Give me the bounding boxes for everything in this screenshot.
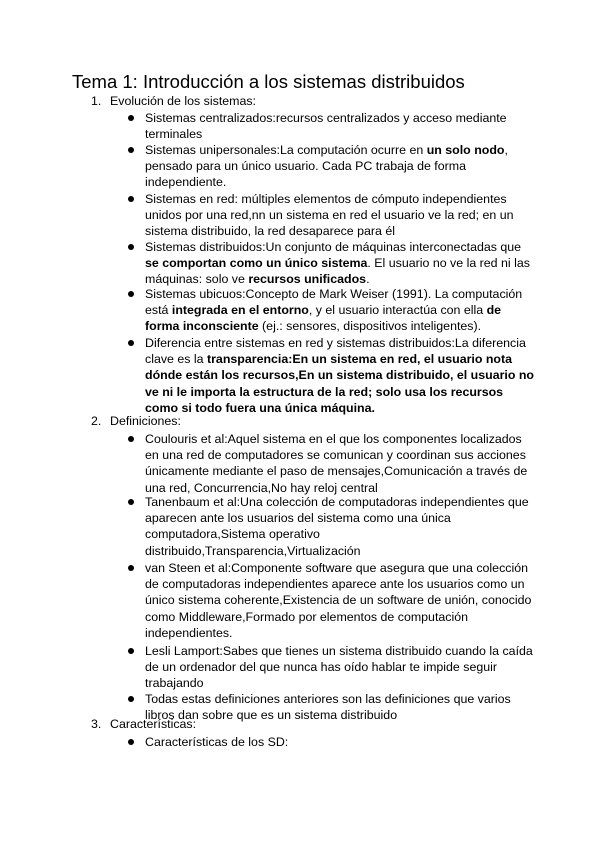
section-number: 1. bbox=[91, 94, 102, 108]
text-line bbox=[145, 592, 532, 608]
text-line bbox=[145, 609, 529, 625]
text-line bbox=[145, 691, 529, 707]
text-run: van Steen et al:Componente software que asegura que una colección bbox=[145, 561, 528, 575]
text-run: , y el usuario interactúa con ella bbox=[308, 303, 487, 318]
text-line bbox=[145, 494, 529, 510]
text-line bbox=[145, 463, 529, 479]
text-run: Todas estas definiciones anteriores son las definiciones que varios bbox=[145, 692, 511, 706]
text-run: Sistemas unipersonales:La computación ocurre en bbox=[145, 143, 427, 157]
text-run: en una red de computadores se comunican y coordinan sus acciones bbox=[145, 448, 526, 463]
text-run: distribuido,Transparencia,Virtualización bbox=[145, 543, 361, 558]
list-item bbox=[145, 494, 529, 559]
bullet-icon bbox=[128, 739, 134, 745]
text-run: únicamente mediante el paso de mensajes,Comunicación a través de bbox=[145, 464, 528, 479]
text-line bbox=[145, 384, 529, 400]
bold-text: se comportan como un único sistema bbox=[145, 256, 368, 271]
text-run: Sistemas ubicuos:Concepto de Mark Weiser (1991). La computación bbox=[145, 287, 523, 301]
bold-text: como si todo fuera una única máquina. bbox=[145, 400, 375, 415]
text-run: computadora,Sistema operativo bbox=[145, 527, 320, 542]
list-item bbox=[145, 110, 529, 142]
text-run: . El usuario no ve la red ni las bbox=[367, 256, 530, 271]
text-line bbox=[145, 126, 529, 142]
text-run: Sistemas centralizados:recursos centralizados y acceso mediante bbox=[145, 111, 507, 125]
bullet-icon bbox=[128, 244, 134, 250]
bullet-icon bbox=[128, 340, 134, 346]
list-item bbox=[145, 191, 529, 240]
bold-text: dónde están los recursos,En un sistema distribuido, el usuario no bbox=[145, 368, 535, 383]
text-line bbox=[145, 335, 529, 351]
bullet-icon bbox=[128, 499, 134, 505]
list-item bbox=[145, 335, 535, 416]
text-run: de un ordenador del que nunca has oído hablar te impide seguir bbox=[145, 660, 498, 675]
text-line bbox=[145, 625, 529, 641]
bold-text: de bbox=[486, 303, 502, 318]
text-line bbox=[145, 367, 535, 383]
text-line bbox=[145, 158, 529, 174]
bold-text: recursos unificados bbox=[248, 272, 367, 287]
text-run: Sistemas distribuidos:Un conjunto de máquinas interconectadas que bbox=[145, 240, 522, 254]
text-run: trabajando bbox=[145, 676, 204, 691]
text-run: aparecen ante los usuarios del sistema como una única bbox=[145, 511, 451, 526]
bullet-icon bbox=[128, 696, 134, 702]
text-run: independientes. bbox=[145, 625, 233, 640]
list-item bbox=[145, 286, 529, 335]
text-run: unidos por una red,nn un sistema en red el usuario ve la red; en un bbox=[145, 208, 514, 223]
list-item bbox=[145, 691, 529, 723]
text-line bbox=[145, 191, 529, 207]
bold-text: un solo nodo bbox=[426, 143, 505, 157]
text-line bbox=[145, 659, 529, 675]
text-line bbox=[145, 675, 529, 691]
text-line bbox=[145, 734, 529, 750]
list-item bbox=[145, 734, 529, 750]
text-line bbox=[145, 560, 529, 576]
text-run: una red, Concurrencia,No hay reloj central bbox=[145, 480, 378, 495]
bold-text: ve ni le importa la estructura de la red; solo usa los recursos bbox=[145, 384, 504, 399]
text-line bbox=[145, 255, 529, 271]
text-line bbox=[145, 286, 529, 302]
text-run: máquinas: solo ve bbox=[145, 272, 249, 287]
text-line bbox=[145, 643, 533, 659]
text-run: clave es la bbox=[145, 352, 207, 367]
text-run: (ej.: sensores, dispositivos inteligentes). bbox=[258, 319, 482, 334]
text-line bbox=[145, 223, 529, 239]
list-item bbox=[145, 142, 529, 191]
page-title: Tema 1: Introducción a los sistemas distribuidos bbox=[72, 71, 465, 92]
bullet-icon bbox=[128, 196, 134, 202]
text-line bbox=[145, 576, 529, 592]
text-run: está bbox=[145, 303, 172, 318]
list-item bbox=[145, 560, 532, 641]
section-title: Evolución de los sistemas: bbox=[110, 94, 257, 108]
text-run: como Middleware,Formado por elementos de computación bbox=[145, 609, 469, 624]
bold-text: forma inconsciente bbox=[145, 319, 259, 334]
text-run: , bbox=[504, 143, 508, 157]
section-number: 2. bbox=[91, 414, 102, 428]
text-run: Sistemas en red: múltiples elementos de cómputo independientes bbox=[145, 192, 507, 206]
text-line bbox=[145, 400, 529, 416]
text-line bbox=[145, 431, 529, 447]
text-line bbox=[145, 110, 529, 126]
text-line bbox=[145, 510, 529, 526]
text-run: terminales bbox=[145, 127, 203, 142]
text-run: libros dan sobre que es un sistema distribuido bbox=[145, 708, 398, 723]
bold-text: transparencia:En un sistema en red, el usuario nota bbox=[206, 352, 513, 367]
text-run: sistema distribuido, la red desaparece para él bbox=[145, 224, 396, 239]
text-line bbox=[145, 318, 529, 334]
text-run: de computadoras independientes aparece ante los usuarios como un bbox=[145, 577, 525, 592]
text-run: pensado para un único usuario. Cada PC trabaja de forma bbox=[145, 159, 466, 174]
section-title: Características: bbox=[110, 717, 197, 731]
text-line bbox=[145, 526, 529, 542]
text-run: Características de los SD: bbox=[145, 735, 289, 749]
section-number: 3. bbox=[91, 717, 102, 731]
text-line bbox=[145, 543, 529, 559]
text-run: único sistema coherente,Existencia de un software de unión, conocido bbox=[145, 593, 532, 608]
text-line bbox=[145, 302, 529, 318]
text-run: . bbox=[366, 272, 370, 287]
text-line bbox=[145, 447, 529, 463]
list-item bbox=[145, 431, 529, 496]
bullet-icon bbox=[128, 565, 134, 571]
text-line bbox=[145, 207, 529, 223]
text-run: Tanenbaum et al:Una colección de computadoras independientes que bbox=[145, 495, 529, 509]
text-line bbox=[145, 174, 529, 190]
bullet-icon bbox=[128, 291, 134, 297]
text-run: Coulouris et al:Aquel sistema en el que los componentes localizados bbox=[145, 432, 522, 446]
text-run: independiente. bbox=[145, 175, 227, 190]
section-title: Definiciones: bbox=[110, 414, 181, 428]
bullet-icon bbox=[128, 436, 134, 442]
list-item bbox=[145, 643, 533, 692]
text-line bbox=[145, 142, 529, 158]
list-item bbox=[145, 239, 529, 288]
text-line bbox=[145, 707, 529, 723]
text-run: Diferencia entre sistemas en red y sistemas distribuidos:La diferencia bbox=[145, 336, 526, 350]
bullet-icon bbox=[128, 115, 134, 121]
text-line bbox=[145, 351, 529, 367]
bullet-icon bbox=[128, 648, 134, 654]
text-line bbox=[145, 239, 529, 255]
text-run: Lesli Lamport:Sabes que tienes un sistema distribuido cuando la caída bbox=[145, 644, 533, 658]
bold-text: integrada en el entorno bbox=[171, 303, 309, 318]
bullet-icon bbox=[128, 147, 134, 153]
